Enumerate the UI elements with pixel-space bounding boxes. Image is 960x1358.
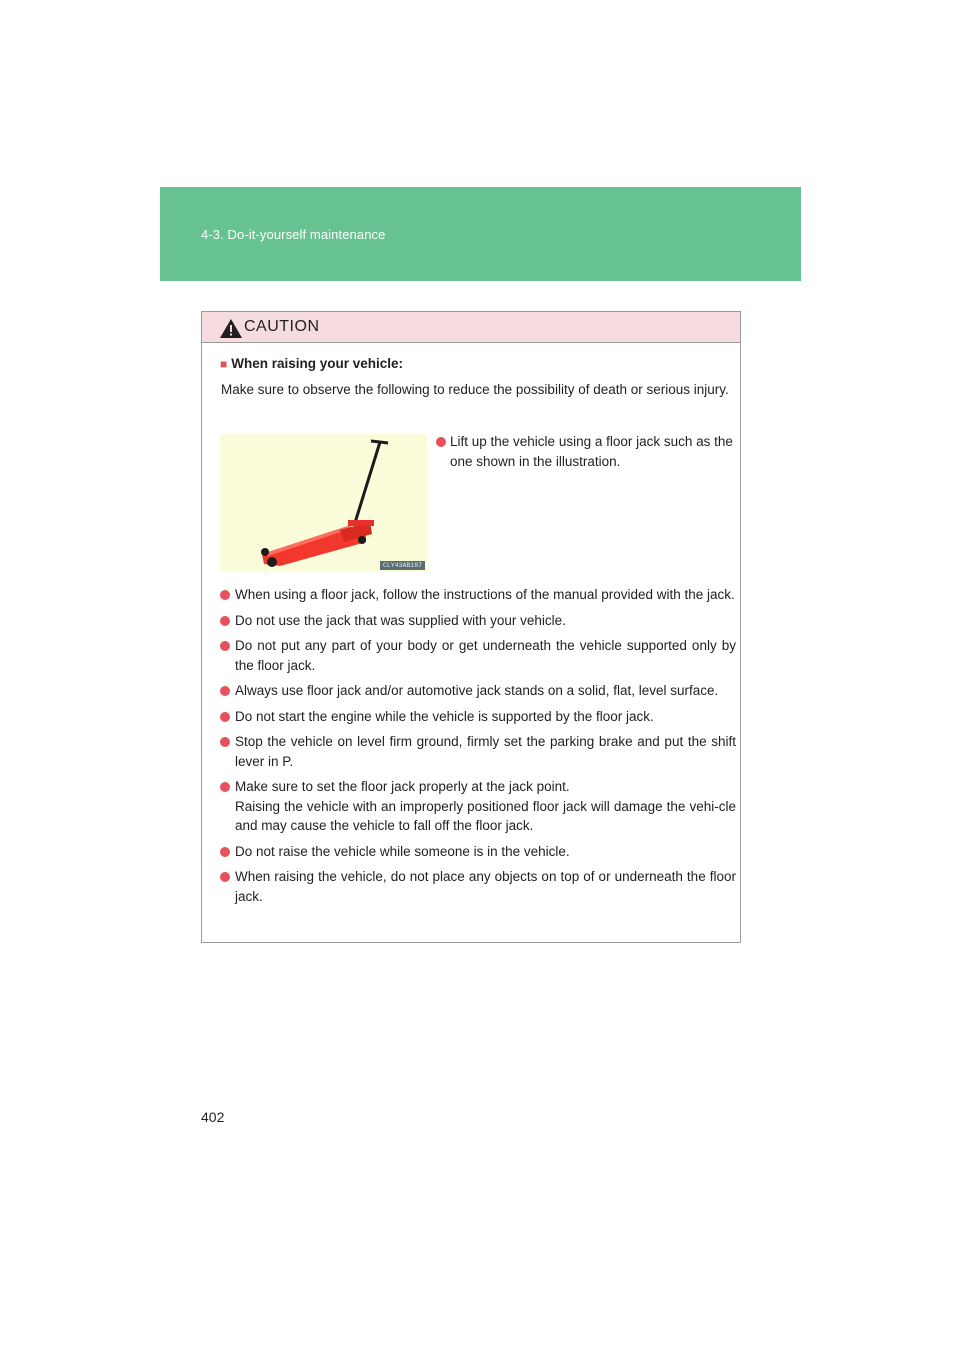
bullet-dot-icon (436, 437, 446, 447)
bullet-dot-icon (220, 782, 230, 792)
bullet-dot-icon (220, 616, 230, 626)
square-bullet-icon: ■ (220, 357, 228, 371)
side-bullet-text: Lift up the vehicle using a floor jack such as the one shown in the illustration. (450, 434, 733, 469)
list-item (220, 777, 736, 836)
list-item-text: Do not raise the vehicle while someone is in the vehicle. (235, 843, 570, 859)
list-item-subtext: Raising the vehicle with an improperly positioned floor jack will damage the vehi-cle and may cause the vehicle to fall off the floor jack. (235, 798, 736, 833)
section-header-band (160, 187, 801, 281)
caution-intro: Make sure to observe the following to reduce the possibility of death or serious injury. (221, 382, 729, 397)
list-item (220, 681, 736, 701)
list-item-text: Make sure to set the floor jack properly at the jack point. (235, 779, 570, 794)
list-item-text: Stop the vehicle on level firm ground, firmly set the parking brake and put the shift lever in P. (235, 734, 736, 769)
list-item (220, 636, 736, 675)
bullet-dot-icon (220, 847, 230, 857)
warning-triangle-icon (219, 318, 243, 339)
bullet-dot-icon (220, 872, 230, 882)
caution-box (201, 311, 741, 943)
section-title: 4-3. Do-it-yourself maintenance (201, 227, 386, 242)
caution-section-heading (220, 356, 403, 371)
caution-header (202, 312, 740, 343)
floor-jack-icon (220, 434, 427, 572)
list-item-text: When raising the vehicle, do not place any objects on top of or underneath the floor jack. (235, 869, 736, 904)
side-bullet-item (450, 432, 735, 472)
floor-jack-illustration (220, 434, 427, 572)
list-item (220, 585, 736, 605)
list-item-text: Do not put any part of your body or get underneath the vehicle supported only by the floor jack. (235, 638, 736, 673)
list-item (220, 707, 736, 727)
list-item (220, 611, 736, 631)
bullet-dot-icon (220, 686, 230, 696)
caution-section-heading-text: When raising your vehicle: (231, 356, 404, 371)
bullet-dot-icon (220, 712, 230, 722)
list-item (220, 867, 736, 906)
bullet-dot-icon (220, 737, 230, 747)
caution-title: CAUTION (244, 318, 320, 335)
caution-bullet-list (220, 585, 736, 912)
list-item (220, 732, 736, 771)
page-number: 402 (201, 1109, 225, 1125)
list-item (220, 842, 736, 862)
list-item-text: When using a floor jack, follow the instructions of the manual provided with the jack. (235, 587, 735, 602)
list-item-text: Do not start the engine while the vehicle is supported by the floor jack. (235, 708, 654, 724)
bullet-dot-icon (220, 641, 230, 651)
list-item-text: Do not use the jack that was supplied with your vehicle. (235, 612, 566, 628)
figure-code: CLY43AB187 (380, 561, 425, 570)
bullet-dot-icon (220, 590, 230, 600)
list-item-text: Always use floor jack and/or automotive jack stands on a solid, flat, level surface. (235, 683, 719, 698)
